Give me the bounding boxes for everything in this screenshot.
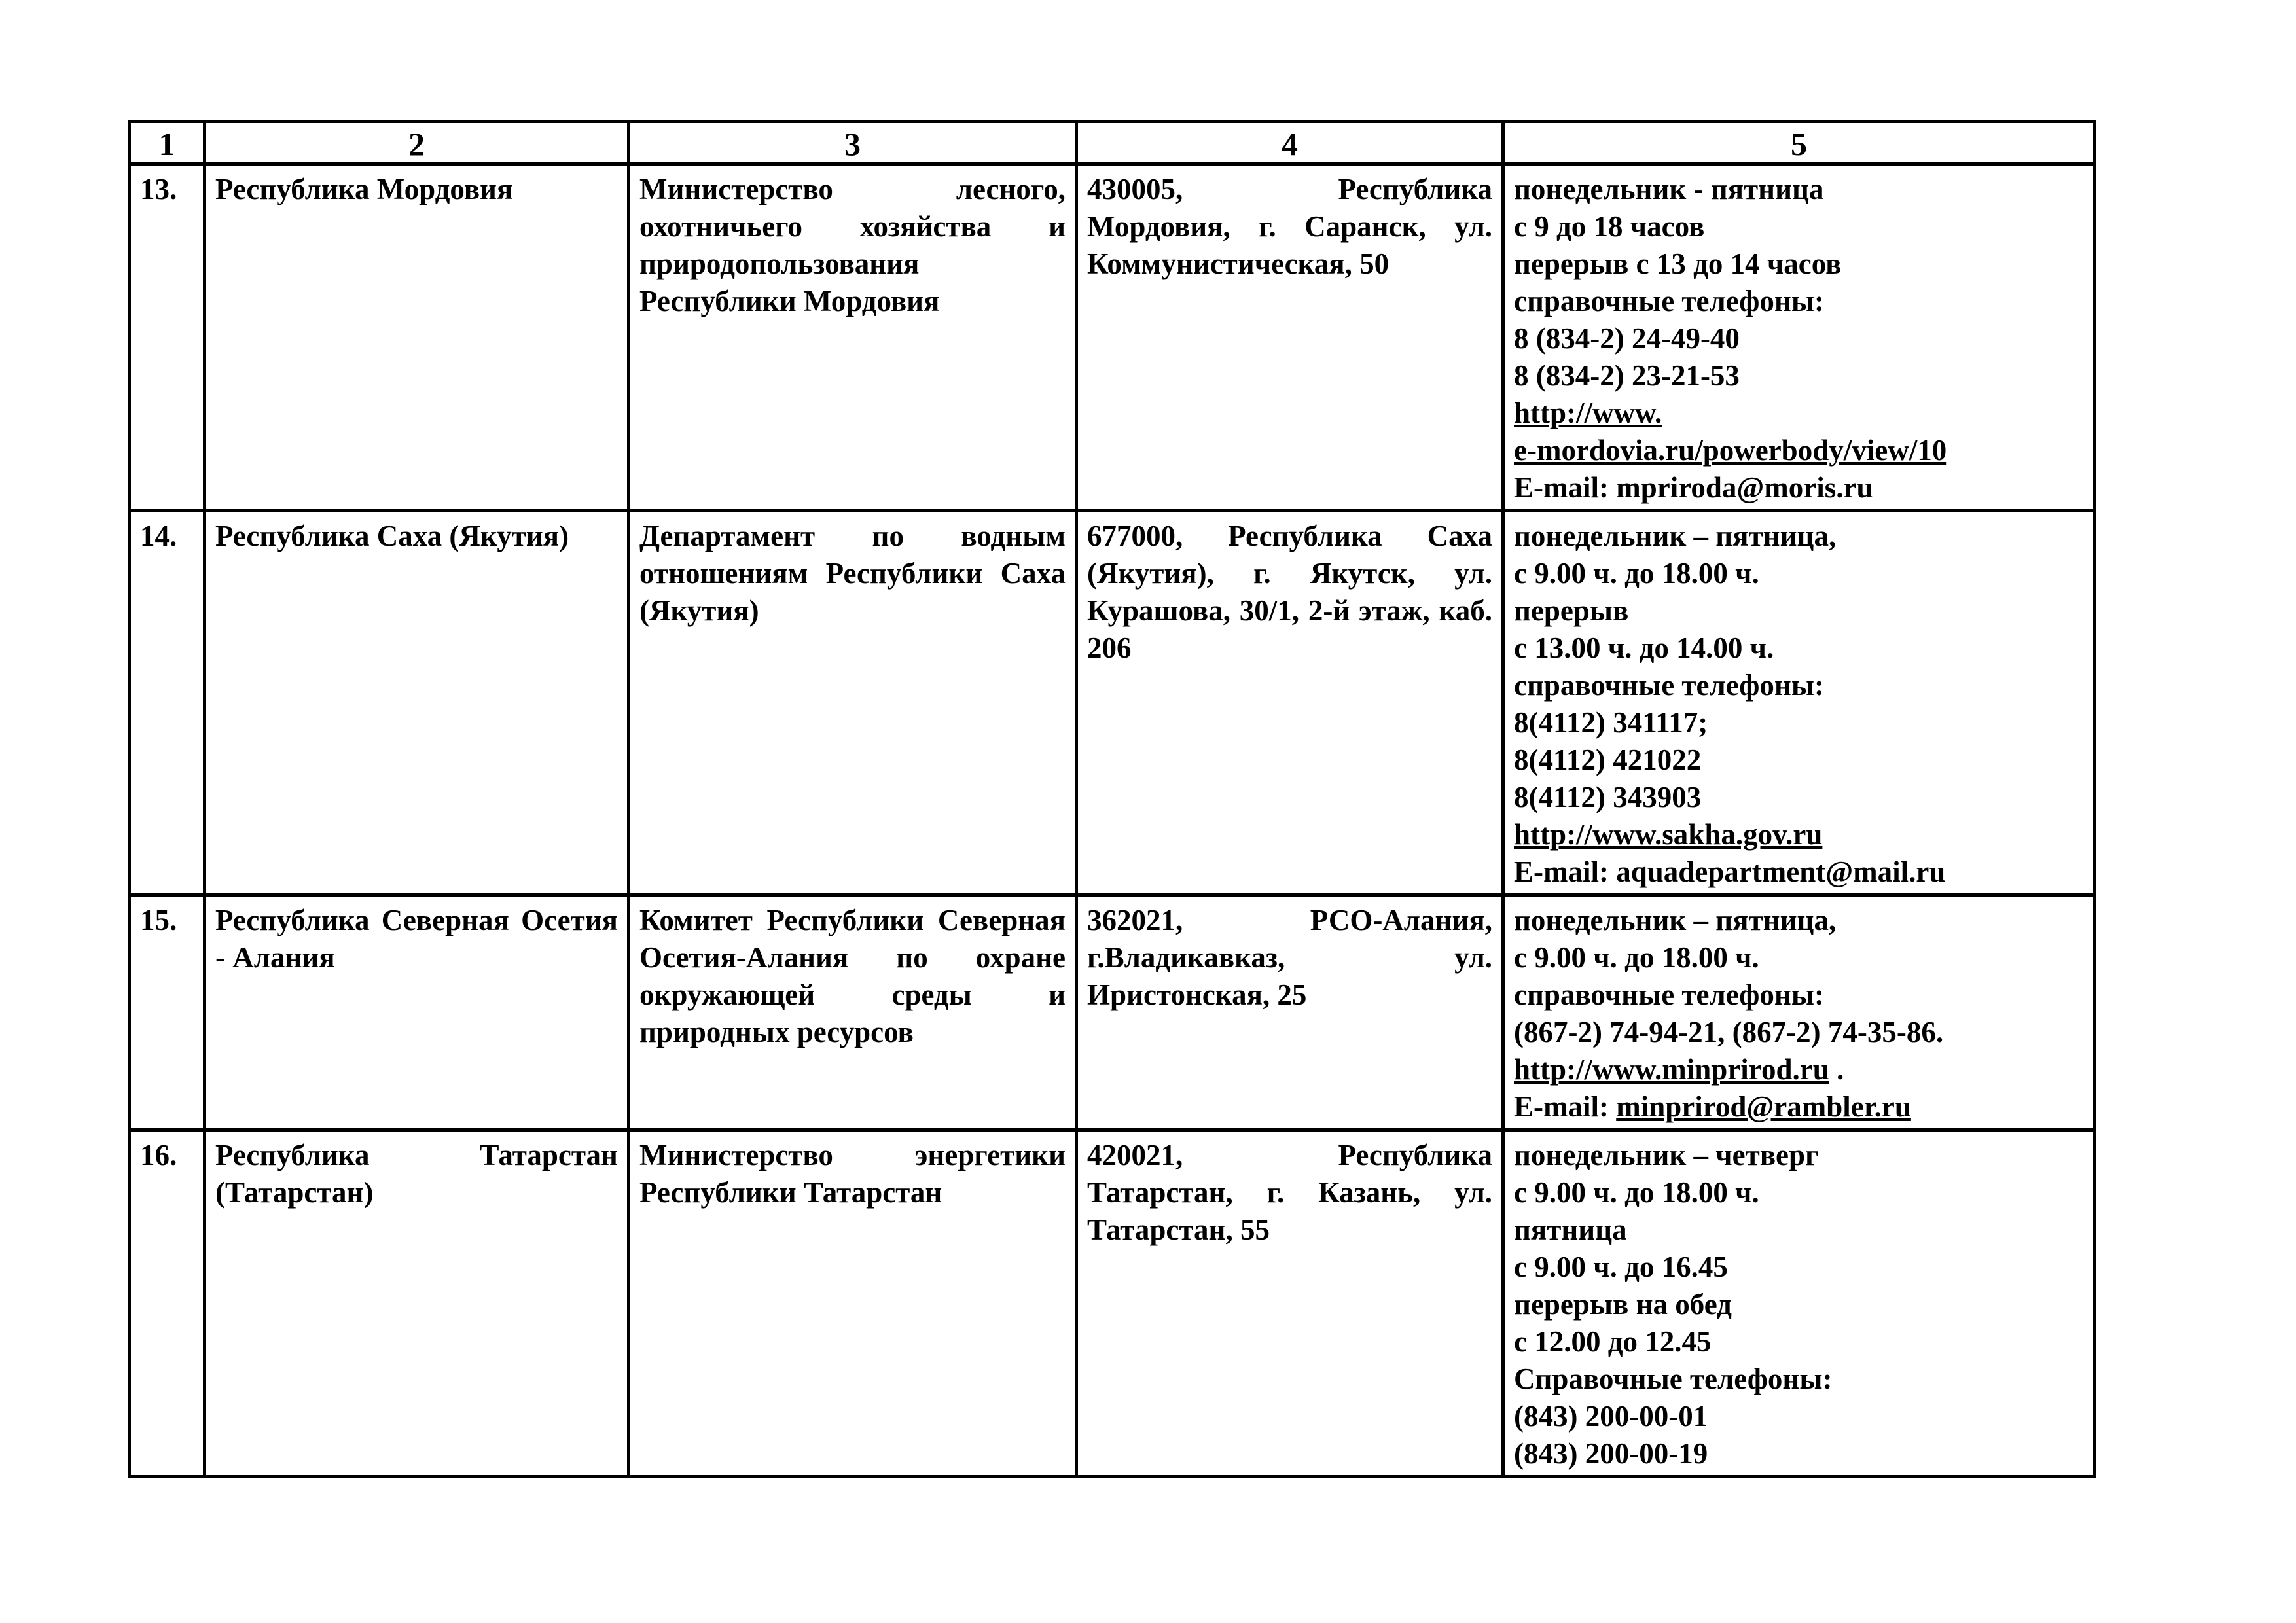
- region-cell: Республика Саха (Якутия): [205, 511, 629, 895]
- website-line: [1514, 1051, 2084, 1088]
- email-link[interactable]: minprirod@rambler.ru: [1616, 1090, 1911, 1123]
- email-line: E-mail: mpriroda@moris.ru: [1514, 471, 1873, 504]
- authority-cell: Комитет Республики Северная Осетия-Алания по охране окружающей среды и природных ресурсов: [629, 895, 1077, 1130]
- contact-line: с 9.00 ч. до 18.00 ч.: [1514, 941, 1759, 974]
- contact-line: с 9 до 18 часов: [1514, 210, 1705, 243]
- phone-line: 8(4112) 341117;: [1514, 706, 1708, 739]
- authority-cell: Министерство энергетики Республики Татарстан: [629, 1130, 1077, 1477]
- column-header: 4: [1077, 122, 1503, 164]
- email-line: [1514, 1088, 2084, 1126]
- row-number: 16.: [130, 1130, 205, 1477]
- contact-line: справочные телефоны:: [1514, 978, 1824, 1011]
- website-link[interactable]: http://www.sakha.gov.ru: [1514, 818, 1823, 851]
- phone-line: 8 (834-2) 23-21-53: [1514, 359, 1740, 392]
- contact-line: перерыв с 13 до 14 часов: [1514, 247, 1842, 280]
- contact-line: понедельник – четверг: [1514, 1139, 1819, 1171]
- row-number: 14.: [130, 511, 205, 895]
- column-header: 5: [1503, 122, 2095, 164]
- phone-line: (843) 200-00-01: [1514, 1400, 1708, 1433]
- row-number: 15.: [130, 895, 205, 1130]
- contact-line: пятница: [1514, 1213, 1627, 1246]
- table-row: [130, 164, 2095, 511]
- phone-line: (867-2) 74-94-21, (867-2) 74-35-86.: [1514, 1016, 1944, 1048]
- contacts-cell: [1503, 895, 2095, 1130]
- phone-line: 8 (834-2) 24-49-40: [1514, 322, 1740, 355]
- contact-line: с 9.00 ч. до 18.00 ч.: [1514, 557, 1759, 590]
- region-cell: Республика Северная Осетия - Алания: [205, 895, 629, 1130]
- contacts-cell: [1503, 1130, 2095, 1477]
- contact-line: перерыв на обед: [1514, 1288, 1732, 1321]
- contact-line: с 9.00 ч. до 18.00 ч.: [1514, 1176, 1759, 1209]
- link-suffix: .: [1829, 1053, 1844, 1086]
- contacts-cell: [1503, 511, 2095, 895]
- header-row: [130, 122, 2095, 164]
- email-label: E-mail:: [1514, 1090, 1617, 1123]
- authority-cell: Департамент по водным отношениям Республики Саха (Якутия): [629, 511, 1077, 895]
- contact-line: понедельник – пятница,: [1514, 520, 1837, 552]
- phone-line: 8(4112) 421022: [1514, 743, 1702, 776]
- website-link[interactable]: http://www.: [1514, 397, 1662, 429]
- contact-line: перерыв: [1514, 594, 1629, 627]
- table-row: [130, 895, 2095, 1130]
- table-row: [130, 1130, 2095, 1477]
- contact-line: понедельник – пятница,: [1514, 904, 1837, 936]
- contact-line: Справочные телефоны:: [1514, 1363, 1833, 1395]
- address-cell: 362021, РСО-Алания, г.Владикавказ, ул. Иристонская, 25: [1077, 895, 1503, 1130]
- email-line: E-mail: aquadepartment@mail.ru: [1514, 855, 1946, 888]
- address-cell: 677000, Республика Саха (Якутия), г. Якутск, ул. Курашова, 30/1, 2-й этаж, каб. 206: [1077, 511, 1503, 895]
- address-cell: 420021, Республика Татарстан, г. Казань, ул. Татарстан, 55: [1077, 1130, 1503, 1477]
- website-link[interactable]: http://www.minprirod.ru: [1514, 1053, 1829, 1086]
- contact-line: с 12.00 до 12.45: [1514, 1325, 1712, 1358]
- region-cell: Республика Татарстан (Татарстан): [205, 1130, 629, 1477]
- row-number: 13.: [130, 164, 205, 511]
- address-cell: 430005, Республика Мордовия, г. Саранск, ул. Коммунистическая, 50: [1077, 164, 1503, 511]
- column-header: 1: [130, 122, 205, 164]
- authority-cell: Министерство лесного, охотничьего хозяйства и природопользования Республики Мордовия: [629, 164, 1077, 511]
- contact-line: с 9.00 ч. до 16.45: [1514, 1251, 1728, 1283]
- contacts-cell: [1503, 164, 2095, 511]
- region-cell: Республика Мордовия: [205, 164, 629, 511]
- table-row: [130, 511, 2095, 895]
- contact-line: справочные телефоны:: [1514, 285, 1824, 317]
- phone-line: 8(4112) 343903: [1514, 781, 1702, 813]
- column-header: 3: [629, 122, 1077, 164]
- website-link-continued[interactable]: e-mordovia.ru/powerbody/view/10: [1514, 434, 1947, 467]
- contact-line: понедельник - пятница: [1514, 173, 1824, 205]
- column-header: 2: [205, 122, 629, 164]
- agencies-table: [128, 120, 2096, 1478]
- contact-line: справочные телефоны:: [1514, 669, 1824, 702]
- contact-line: с 13.00 ч. до 14.00 ч.: [1514, 632, 1774, 664]
- phone-line: (843) 200-00-19: [1514, 1437, 1708, 1470]
